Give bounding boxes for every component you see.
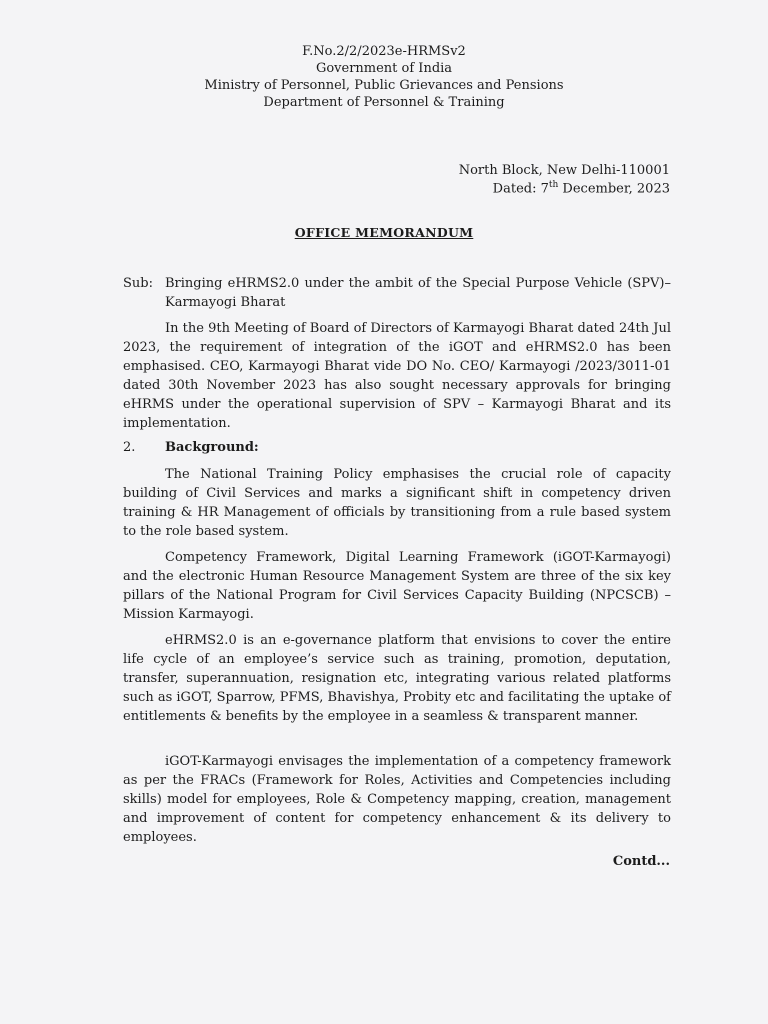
section-title: Background: xyxy=(165,440,259,455)
department-name: Department of Personnel & Training xyxy=(263,95,505,110)
date-suffix: December, 2023 xyxy=(558,181,670,197)
government-name: Government of India xyxy=(315,61,453,76)
subject-text: Bringing eHRMS2.0 under the ambit of the Special Purpose Vehicle (SPV)– Karmayogi Bharat xyxy=(165,276,671,310)
address-location: North Block, New Delhi-110001 xyxy=(458,163,670,178)
section-heading xyxy=(123,440,259,455)
date-prefix: Dated: 7 xyxy=(492,181,549,197)
paragraph-competency-framework: Competency Framework, Digital Learning Framework (iGOT-Karmayogi) and the electronic Human Resource Management System are three of the six key pillars of the National Program for Civil Services Capacity Building (NPCSCB) – Mission Karmayogi. xyxy=(123,550,671,622)
section-number: 2. xyxy=(123,440,136,455)
continued-label: Contd... xyxy=(612,854,670,869)
subject-label: Sub: xyxy=(123,276,153,291)
date-ordinal: th xyxy=(548,180,559,190)
paragraph-training-policy: The National Training Policy emphasises the crucial role of capacity building of Civil Services and marks a significant shift in competency driven training & HR Management of officials by transitioning from a rule based system to the role based system. xyxy=(123,467,671,539)
ministry-name: Ministry of Personnel, Public Grievances and Pensions xyxy=(204,78,564,93)
paragraph-ehrms: eHRMS2.0 is an e-governance platform that envisions to cover the entire life cycle of an employee’s service such as training, promotion, deputation, transfer, superannuation, resignation etc, integrating various related platforms such as iGOT, Sparrow, PFMS, Bhavishya, Probity etc and facilitating the uptake of entitlements & benefits by the employee in a seamless & transparent manner. xyxy=(123,633,671,724)
subject-block xyxy=(123,274,671,312)
memo-title: OFFICE MEMORANDUM xyxy=(294,225,474,240)
intro-paragraph: In the 9th Meeting of Board of Directors of Karmayogi Bharat dated 24th Jul 2023, the requirement of integration of the iGOT and eHRMS2.0 has been emphasised. CEO, Karmayogi Bharat vide DO No. CEO/ Karmayogi /2023/3011-01 dated 30th November 2023 has also sought necessary approvals for bringing eHRMS under the operational supervision of SPV – Karmayogi Bharat and its implementation. xyxy=(123,321,671,431)
memo-date xyxy=(493,180,670,196)
file-number: F.No.2/2/2023e-HRMSv2 xyxy=(302,44,466,59)
paragraph-igot: iGOT-Karmayogi envisages the implementation of a competency framework as per the FRACs (Framework for Roles, Activities and Competencies including skills) model for employees, Role & Competency mapping, creation, management and improvement of content for competency enhancement & its delivery to employees. xyxy=(123,754,671,845)
